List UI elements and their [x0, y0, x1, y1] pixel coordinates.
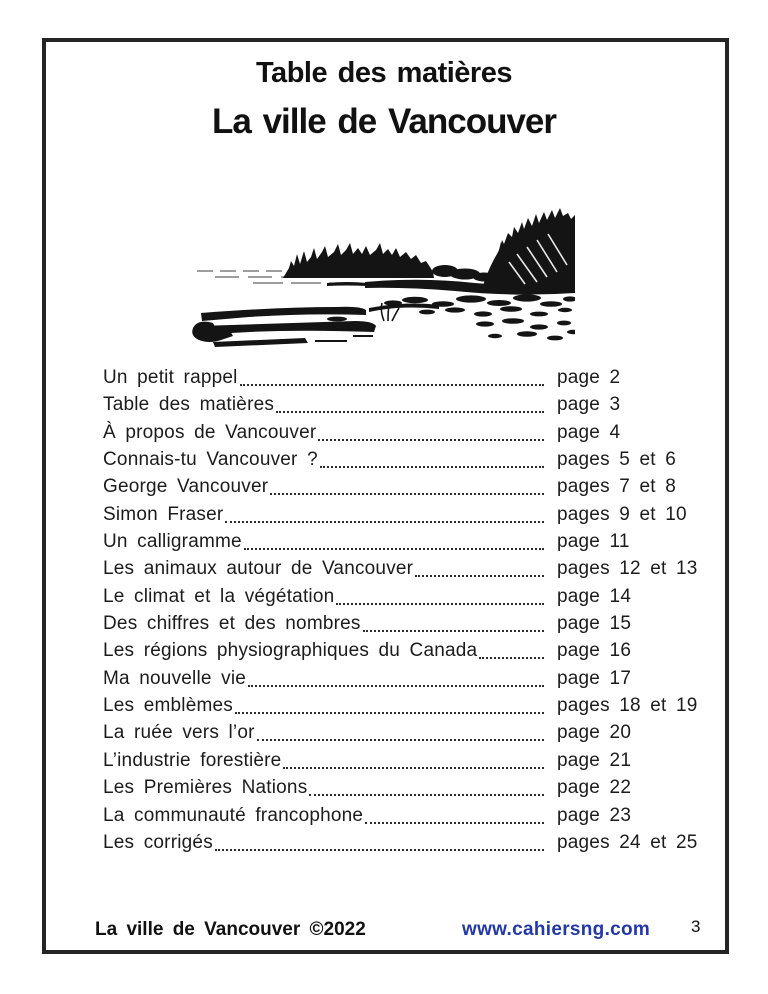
toc-entry-page: pages 12 et 13 — [557, 558, 698, 580]
toc-entry-label: Le climat et la végétation — [103, 585, 335, 607]
toc-entry — [103, 722, 703, 749]
toc-entry-page: pages 24 et 25 — [557, 831, 698, 853]
dot-leader — [276, 411, 544, 413]
dot-leader — [248, 685, 544, 687]
toc-entry-label: Les corrigés — [103, 831, 213, 853]
toc-entry — [103, 668, 703, 695]
toc-entry-label: L’industrie forestière — [103, 749, 282, 771]
dot-leader — [479, 657, 544, 659]
toc-entry — [103, 640, 703, 667]
toc-entry-label: Un calligramme — [103, 531, 242, 553]
toc-entry — [103, 449, 703, 476]
toc-entry — [103, 695, 703, 722]
toc-entry-label: George Vancouver — [103, 476, 269, 498]
footer-copyright: La ville de Vancouver ©2022 — [95, 919, 366, 940]
toc-entry-page: page 3 — [557, 394, 621, 416]
dot-leader — [235, 712, 544, 714]
toc-entry — [103, 586, 703, 613]
toc-entry — [103, 476, 703, 503]
toc-entry — [103, 504, 703, 531]
toc-entry-label: Connais-tu Vancouver ? — [103, 449, 318, 471]
toc-entry-page: page 2 — [557, 367, 621, 388]
toc-entry-page: page 17 — [557, 667, 632, 689]
toc-entry-label: Les emblèmes — [103, 695, 233, 717]
dot-leader — [215, 849, 544, 851]
dot-leader — [365, 822, 544, 824]
toc-entry-page: pages 9 et 10 — [557, 503, 687, 525]
dot-leader — [244, 548, 544, 550]
toc-entry — [103, 367, 703, 394]
dot-leader — [415, 575, 544, 577]
toc-entry-page: pages 18 et 19 — [557, 695, 698, 717]
page-number: 3 — [691, 917, 701, 936]
toc-entry-label: Des chiffres et des nombres — [103, 613, 361, 635]
toc-entry-page: pages 5 et 6 — [557, 449, 676, 471]
page-subtitle: La ville de Vancouver — [212, 102, 556, 141]
toc-entry-label: Les animaux autour de Vancouver — [103, 558, 414, 580]
dot-leader — [363, 630, 544, 632]
dot-leader — [336, 603, 544, 605]
dot-leader — [225, 521, 544, 523]
toc-entry-label: À propos de Vancouver — [103, 421, 317, 443]
toc-entry — [103, 531, 703, 558]
toc-entry — [103, 558, 703, 585]
toc-entry-page: page 14 — [557, 585, 632, 607]
dot-leader — [270, 493, 544, 495]
toc-entry-page: page 22 — [557, 777, 632, 799]
toc-entry-page: pages 7 et 8 — [557, 476, 676, 498]
toc-entry-page: page 20 — [557, 722, 632, 744]
toc-entry — [103, 832, 703, 859]
dot-leader — [240, 384, 544, 386]
coastline-illustration-svg — [187, 202, 575, 354]
table-of-contents — [103, 367, 703, 859]
dot-leader — [320, 466, 544, 468]
toc-entry — [103, 422, 703, 449]
toc-entry-label: La ruée vers l’or — [103, 722, 255, 744]
toc-entry-page: page 23 — [557, 804, 632, 826]
toc-entry — [103, 394, 703, 421]
toc-entry-page: page 16 — [557, 640, 632, 662]
dot-leader — [257, 739, 544, 741]
toc-entry — [103, 777, 703, 804]
toc-entry-page: page 11 — [557, 531, 630, 553]
toc-entry-label: Simon Fraser — [103, 503, 224, 525]
toc-entry-page: page 21 — [557, 749, 632, 771]
toc-entry-label: Un petit rappel — [103, 367, 238, 388]
dot-leader — [309, 794, 544, 796]
toc-entry-label: Table des matières — [103, 394, 275, 416]
toc-entry — [103, 750, 703, 777]
toc-entry-label: Les Premières Nations — [103, 777, 308, 799]
dot-leader — [318, 439, 544, 441]
toc-entry — [103, 613, 703, 640]
toc-entry-page: page 4 — [557, 421, 621, 443]
toc-entry-label: La communauté francophone — [103, 804, 364, 826]
toc-entry-label: Les régions physiographiques du Canada — [103, 640, 478, 662]
toc-entry-label: Ma nouvelle vie — [103, 667, 247, 689]
coastline-illustration — [187, 202, 575, 354]
toc-entry — [103, 805, 703, 832]
footer-website-link[interactable]: www.cahiersng.com — [462, 919, 651, 940]
page-title: Table des matières — [256, 57, 512, 89]
dot-leader — [283, 767, 544, 769]
toc-entry-page: page 15 — [557, 613, 632, 635]
